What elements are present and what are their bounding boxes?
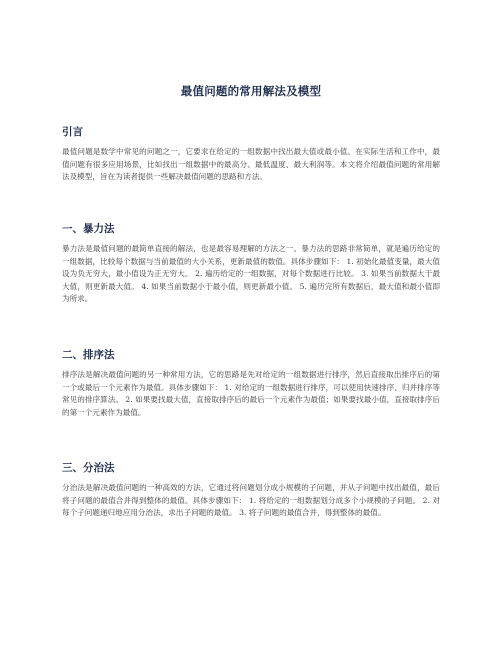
section-body: 最值问题是数学中常见的问题之一，它要求在给定的一组数据中找出最大值或最小值。在实际生活和工作中，最值问题有很多应用场景，比如找出一组数据中的最高分、最低温度、最大利润等。本文将介绍最值问题的常用解法及模型，旨在为读者提供一些解决最值问题的思路和方法。	[62, 147, 440, 182]
section-introduction	[62, 125, 440, 184]
section-divide-and-conquer	[62, 461, 440, 520]
section-heading: 引言	[62, 126, 83, 138]
section-sorting	[62, 348, 440, 419]
section-heading: 三、分治法	[62, 462, 115, 474]
section-heading: 二、排序法	[62, 349, 115, 361]
section-body: 排序法是解决最值问题的另一种常用方法，它的思路是先对给定的一组数据进行排序，然后直接取出排序后的第一个或最后一个元素作为最值。具体步骤如下： 1. 对给定的一组数据进行排序，可以使用快速排序、归并排序等常见的排序算法。 2. 如果要找最大值，直接取排序后的最后一个元素作为最值；如果要找最小值，直接取排序后的第一个元素作为最值。	[62, 370, 440, 417]
section-brute-force	[62, 222, 440, 306]
section-body: 暴力法是最值问题的最简单直接的解法，也是最容易理解的方法之一。暴力法的思路非常简单，就是遍历给定的一组数据，比较每个数据与当前最值的大小关系，更新最值的数值。具体步骤如下： 1. 初始化最值变量，最大值设为负无穷大，最小值设为正无穷大。 2. 遍历给定的一组数据，对每个数据进行比较。 3. 如果当前数据大于最大值，则更新最大值。 4. 如果当前数据小于最小值，则更新最小值。 5. 遍历完所有数据后，最大值和最小值即为所求。	[62, 244, 440, 304]
section-body: 分治法是解决最值问题的一种高效的方法，它通过将问题划分成小规模的子问题，并从子问题中找出最值，最后将子问题的最值合并得到整体的最值。具体步骤如下： 1. 将给定的一组数据划分成多个小规模的子问题。 2. 对每个子问题递归地应用分治法，求出子问题的最值。 3. 将子问题的最值合并，得到整体的最值。	[62, 483, 440, 518]
section-heading: 一、暴力法	[62, 223, 115, 235]
document-title: 最值问题的常用解法及模型	[180, 84, 322, 98]
